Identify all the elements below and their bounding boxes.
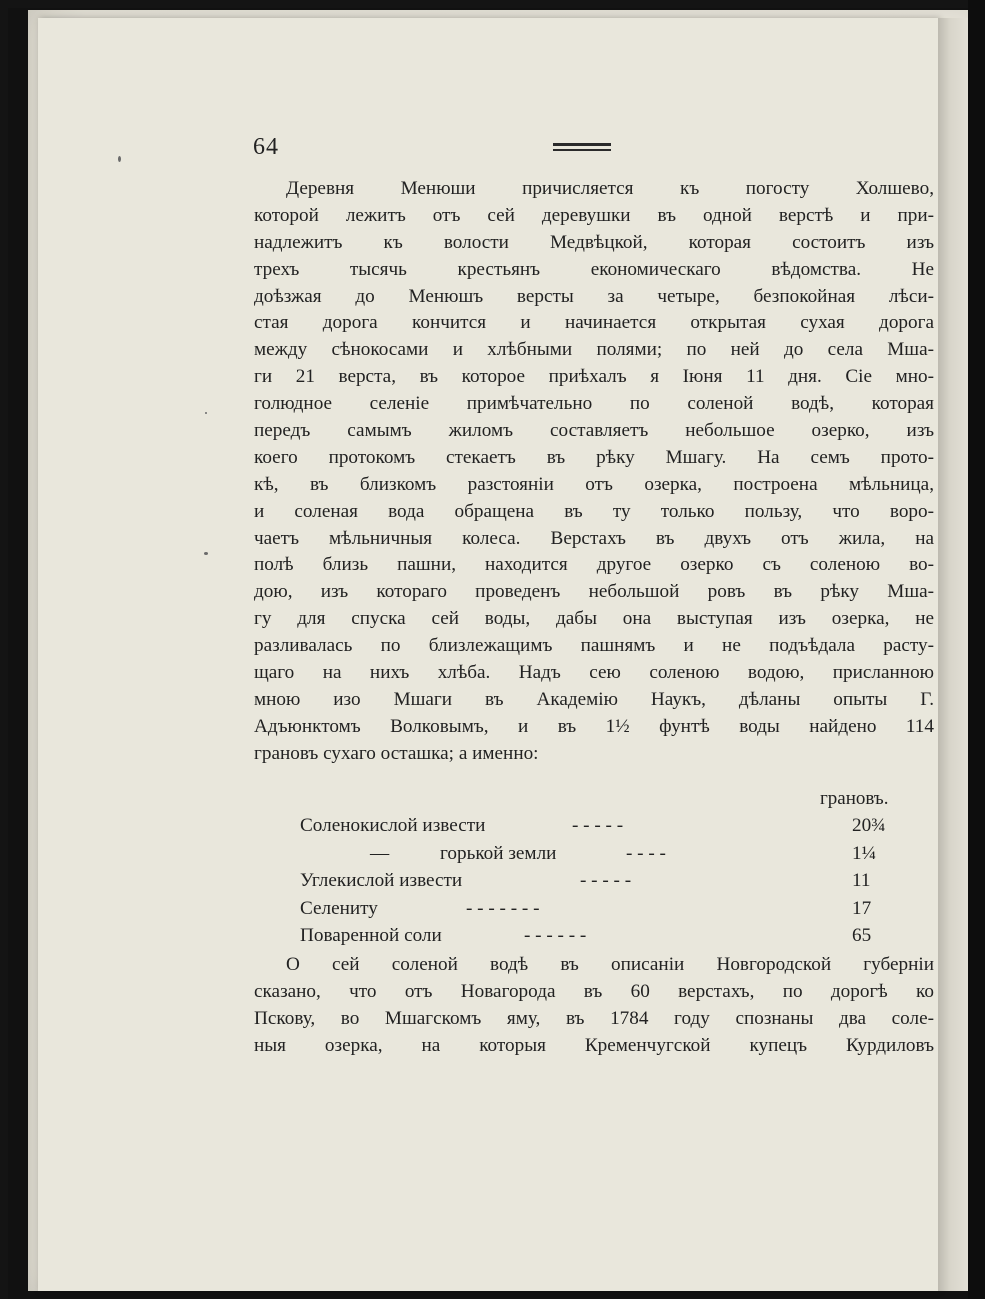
table-row <box>254 812 894 840</box>
text-line: Деревня Менюши причисляется къ погосту Холшево, <box>286 178 934 199</box>
table-row <box>254 895 894 923</box>
text-line: стая дорога кончится и начинается открытая сухая дорога <box>254 312 934 334</box>
paper-speck <box>205 412 207 414</box>
text-line: надлежитъ къ волости Медвѣцкой, которая состоитъ изъ <box>254 231 934 253</box>
text-line: голюдное селеніе примѣчательно по соленой водѣ, которая <box>254 393 934 415</box>
text-line: передъ самымъ жиломъ составляетъ небольшое озерко, изъ <box>254 420 934 442</box>
text-line: дою, изъ котораго проведенъ небольшой ровъ въ рѣку Мша- <box>254 581 934 603</box>
text-line: гу для спуска сей воды, дабы она выступая изъ озерка, не <box>254 608 934 630</box>
row-leader: - - - - <box>626 842 666 864</box>
row-value: 11 <box>852 870 871 891</box>
text-line: разливалась по близлежащимъ пашнямъ и не подъѣдала расту- <box>254 635 934 657</box>
text-line: трехъ тысячь крестьянъ економическаго вѣдомства. Не <box>254 258 934 280</box>
row-leader: - - - - - <box>580 870 632 891</box>
paper-speck <box>204 552 208 555</box>
text-line: мною изо Мшаги въ Академію Наукъ, дѣланы опыты Г. <box>254 688 934 710</box>
text-line: щаго на нихъ хлѣба. Надъ сею соленою водою, присланною <box>254 662 934 684</box>
text-line: ги 21 верста, въ которое приѣхалъ я Іюня 11 дня. Сіе мно- <box>254 366 934 388</box>
text-line: между сѣнокосами и хлѣбными полями; по ней до села Мша- <box>254 339 934 361</box>
page-gutter-shadow <box>938 18 968 1291</box>
text-line: О сей соленой водѣ въ описаніи Новгородской губерніи <box>286 954 934 975</box>
row-value: 1¼ <box>852 842 876 864</box>
row-value: 20¾ <box>852 815 886 836</box>
row-label: Углекислой извести <box>300 870 463 891</box>
table-row <box>254 840 894 868</box>
scan-border-right <box>968 0 985 1299</box>
row-value: 65 <box>852 925 872 946</box>
row-leader: - - - - - - <box>524 925 587 946</box>
ditto-dash: — <box>370 842 390 864</box>
text-line: коего протокомъ стекаетъ въ рѣку Мшагу. На семъ прото- <box>254 446 934 468</box>
row-label: Соленокислой извести <box>300 815 486 836</box>
row-label: Селениту <box>300 897 378 919</box>
row-leader: - - - - - - - <box>466 897 540 919</box>
paper-speck <box>118 156 121 162</box>
text-line: Адъюнктомъ Волковымъ, и въ 1½ фунтѣ воды найдено 114 <box>254 715 934 737</box>
text-line: кѣ, въ близкомъ разстояніи отъ озерка, построена мѣльница, <box>254 473 934 495</box>
paragraph-2 <box>254 952 934 1060</box>
composition-table <box>254 812 894 950</box>
table-unit-header: грановъ. <box>820 788 889 809</box>
text-line: сказано, что отъ Новагорода въ 60 верстахъ, по дорогѣ ко <box>254 980 934 1002</box>
paragraph-1 <box>254 176 934 768</box>
table-row <box>254 867 894 895</box>
row-value: 17 <box>852 897 872 919</box>
text-line: доѣзжая до Менюшъ версты за четыре, безпокойная лѣси- <box>254 285 934 307</box>
text-line: Пскову, во Мшагскомъ яму, въ 1784 году спознаны два соле- <box>254 1007 934 1029</box>
row-label: горькой земли <box>440 842 557 864</box>
text-line: которой лежитъ отъ сей деревушки въ одной верстѣ и при- <box>254 204 934 226</box>
row-leader: - - - - - <box>572 815 624 836</box>
text-line: полѣ близь пашни, находится другое озерко съ соленою во- <box>254 554 934 576</box>
table-row <box>254 922 894 950</box>
text-line: чаетъ мѣльничныя колеса. Верстахъ въ двухъ отъ жила, на <box>254 527 934 549</box>
text-line: грановъ сухаго осташка; а именно: <box>254 742 539 764</box>
page-number: 64 <box>253 134 279 160</box>
header-ornament-rule <box>553 143 611 153</box>
text-line: ныя озерка, на которыя Кременчугской купецъ Курдиловъ <box>254 1034 934 1056</box>
text-line: и соленая вода обращена въ ту только пользу, что воро- <box>254 500 934 522</box>
row-label: Поваренной соли <box>300 925 442 946</box>
